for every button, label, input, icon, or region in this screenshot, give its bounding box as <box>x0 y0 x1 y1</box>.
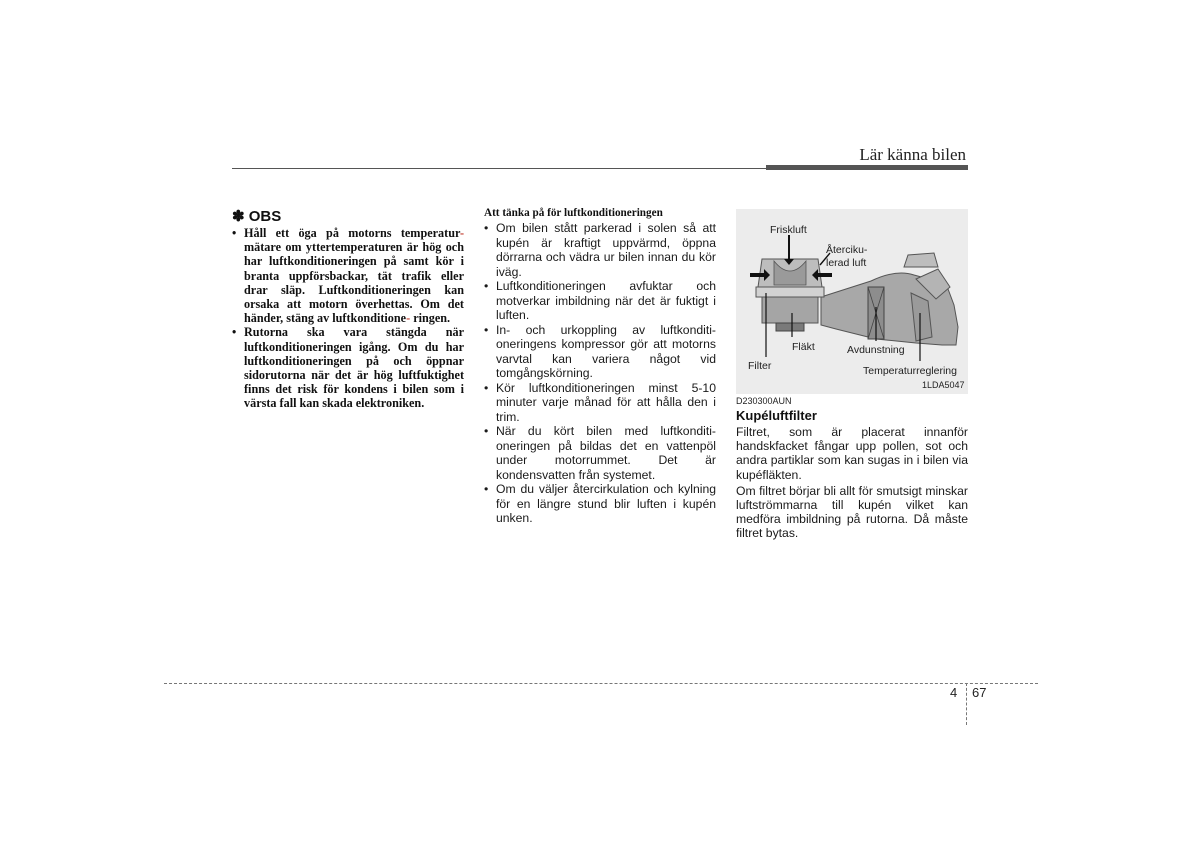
list-item: • In- och urkoppling av luftkonditi-oneringens kompressor gör att motorns varvtal kan variera något vid tomgångskörning. <box>484 323 716 381</box>
air-flow-diagram <box>736 209 968 394</box>
label-recirc-line2: lerad luft <box>826 257 867 269</box>
page-header-title: Lär känna bilen <box>859 145 966 164</box>
list-item: • Om du väljer återcirkulation och kylning för en längre stund blir luften i kupén unken. <box>484 482 716 526</box>
list-item: • Om bilen stått parkerad i solen så att kupén är kraftigt uppvärmd, öppna dörrarna och vädra ur bilen innan du kör iväg. <box>484 221 716 279</box>
section-code: D230300AUN <box>736 396 792 406</box>
blower-motor <box>776 323 804 331</box>
list-item: • När du kört bilen med luftkonditi-oneringen på bildas det en vattenpöl under motorrummet. Det är kondensvatten från systemet. <box>484 424 716 482</box>
obs-item: • Håll ett öga på motorns temperatur- mätare om yttertemperaturen är hög och har luftkonditioneringen på samt kör i branta uppförsbackar, tät trafik eller drar släp. Luftkonditioneringen kan orsaka att motorn överhettas. Om det händer, stäng av luftkonditione- ringen. <box>232 226 464 325</box>
list-item: • Kör luftkonditioneringen minst 5-10 minuter varje månad för att hålla den i trim. <box>484 381 716 425</box>
paragraph: Om filtret börjar bli allt för smutsigt minskar luftströmmarna till kupén vilket kan medföra imbildning på rutorna. Då måste filtret bytas. <box>736 483 968 541</box>
header-rule-thick <box>766 165 968 170</box>
page-number-divider <box>966 683 967 725</box>
cabin-filter-body <box>736 425 968 543</box>
obs-item: • Rutorna ska vara stängda när luftkonditioneringen igång. Om du har luftkonditioneringen på och öppnar sidorutorna när det är hög luftfuktighet finns det risk för kondens i bilen som i värsta fall kan skada elektroniken. <box>232 325 464 410</box>
cabin-filter-heading: Kupéluftfilter <box>736 408 817 423</box>
chapter-number: 4 <box>950 685 958 700</box>
label-fresh-air: Friskluft <box>770 224 807 236</box>
list-item: • Luftkonditioneringen avfuktar och motverkar imbildning när det är fuktigt i luften. <box>484 279 716 323</box>
page-number: 67 <box>972 685 987 700</box>
footer-rule <box>164 683 1038 684</box>
figure-code: 1LDA5047 <box>922 380 965 390</box>
label-recirc-line1: Återciku- <box>826 244 868 256</box>
obs-list <box>232 226 464 411</box>
label-temp-control: Temperaturreglering <box>863 365 957 377</box>
label-fan: Fläkt <box>792 341 815 353</box>
ac-tips-list <box>484 221 716 526</box>
ac-tips-heading: Att tänka på för luftkonditioneringen <box>484 207 663 219</box>
obs-heading: ✽ OBS <box>232 208 282 225</box>
header-rule-thin <box>232 168 766 169</box>
paragraph: Filtret, som är placerat innanför handskfacket fångar upp pollen, sot och andra partiklar som kan sugas in i bilen via kupéfläkten. <box>736 425 968 482</box>
label-evaporator: Avdunstning <box>847 344 905 356</box>
blower-housing <box>762 297 818 323</box>
label-filter: Filter <box>748 360 772 372</box>
outlet-duct <box>904 253 938 267</box>
